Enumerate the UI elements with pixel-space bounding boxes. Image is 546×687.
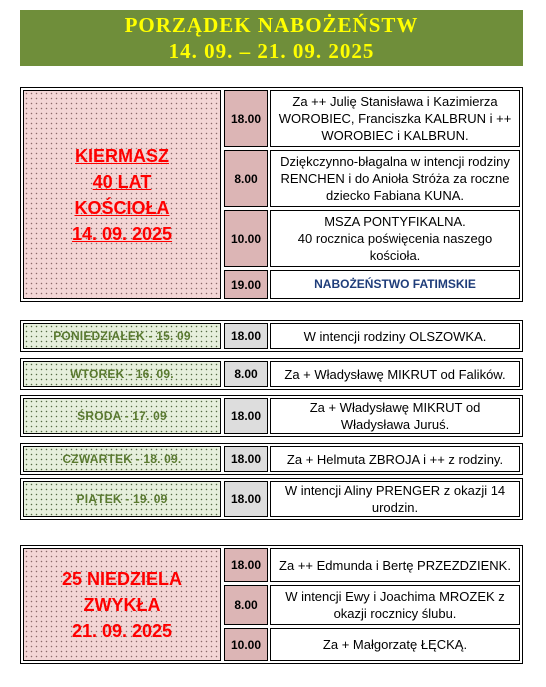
weekday-row-friday: [20, 478, 523, 520]
mass-intention: Za + Władysławę MIKRUT od Falików.: [270, 361, 520, 387]
mass-intention: MSZA PONTYFIKALNA. 40 rocznica poświęcenia naszego kościoła.: [270, 210, 520, 267]
mass-time: 19.00: [224, 270, 268, 299]
mass-intention: Za + Helmuta ZBROJA i ++ z rodziny.: [270, 446, 520, 472]
kiermasz-block: [20, 87, 523, 302]
mass-intention: Za ++ Edmunda i Bertę PRZEZDZIENK.: [270, 548, 520, 582]
mass-time: 8.00: [224, 150, 268, 207]
schedule-header: [20, 10, 523, 66]
weekday-row-tuesday: [20, 358, 523, 390]
mass-intention: W intencji Aliny PRENGER z okazji 14 urodzin.: [270, 481, 520, 517]
mass-intention: W intencji rodziny OLSZOWKA.: [270, 323, 520, 349]
mass-time: 18.00: [224, 323, 268, 349]
mass-time: 18.00: [224, 398, 268, 434]
weekday-row-monday: [20, 320, 523, 352]
mass-time: 8.00: [224, 585, 268, 625]
weekday-row-wednesday: [20, 395, 523, 437]
sunday-block: [20, 545, 523, 664]
mass-time: 10.00: [224, 210, 268, 267]
mass-intention: W intencji Ewy i Joachima MROZEK z okazji rocznicy ślubu.: [270, 585, 520, 625]
mass-intention: NABOŻEŃSTWO FATIMSKIE: [270, 270, 520, 299]
mass-time: 10.00: [224, 628, 268, 661]
day-label: CZWARTEK - 18. 09.: [23, 446, 221, 472]
mass-intention: Za + Władysławę MIKRUT od Władysława Juruś.: [270, 398, 520, 434]
day-label: PIĄTEK - 19. 09: [23, 481, 221, 517]
mass-time: 8.00: [224, 361, 268, 387]
day-label: WTOREK - 16. 09.: [23, 361, 221, 387]
day-label: PONIEDZIAŁEK - 15. 09: [23, 323, 221, 349]
mass-time: 18.00: [224, 481, 268, 517]
sunday-title-cell: [23, 548, 221, 661]
sunday-title: 25 NIEDZIELA ZWYKŁA 21. 09. 2025: [61, 568, 183, 641]
weekday-row-thursday: [20, 443, 523, 475]
header-date-range: 14. 09. – 21. 09. 2025: [168, 39, 375, 63]
header-title: PORZĄDEK NABOŻEŃSTW: [124, 13, 419, 37]
mass-time: 18.00: [224, 90, 268, 147]
mass-time: 18.00: [224, 548, 268, 582]
mass-intention: Za ++ Julię Stanisława i Kazimierza WOROBIEC, Franciszka KALBRUN i ++ WOROBIEC i KALBRUN.: [270, 90, 520, 147]
mass-intention: Dziękczynno-błagalna w intencji rodziny RENCHEN i do Anioła Stróża za roczne dziecko Fabiana KUNA.: [270, 150, 520, 207]
kiermasz-title: KIERMASZ 40 LAT KOŚCIOŁA 14. 09. 2025: [71, 145, 173, 244]
kiermasz-title-cell: [23, 90, 221, 299]
mass-time: 18.00: [224, 446, 268, 472]
mass-intention: Za + Małgorzatę ŁĘCKĄ.: [270, 628, 520, 661]
day-label: ŚRODA - 17. 09: [23, 398, 221, 434]
